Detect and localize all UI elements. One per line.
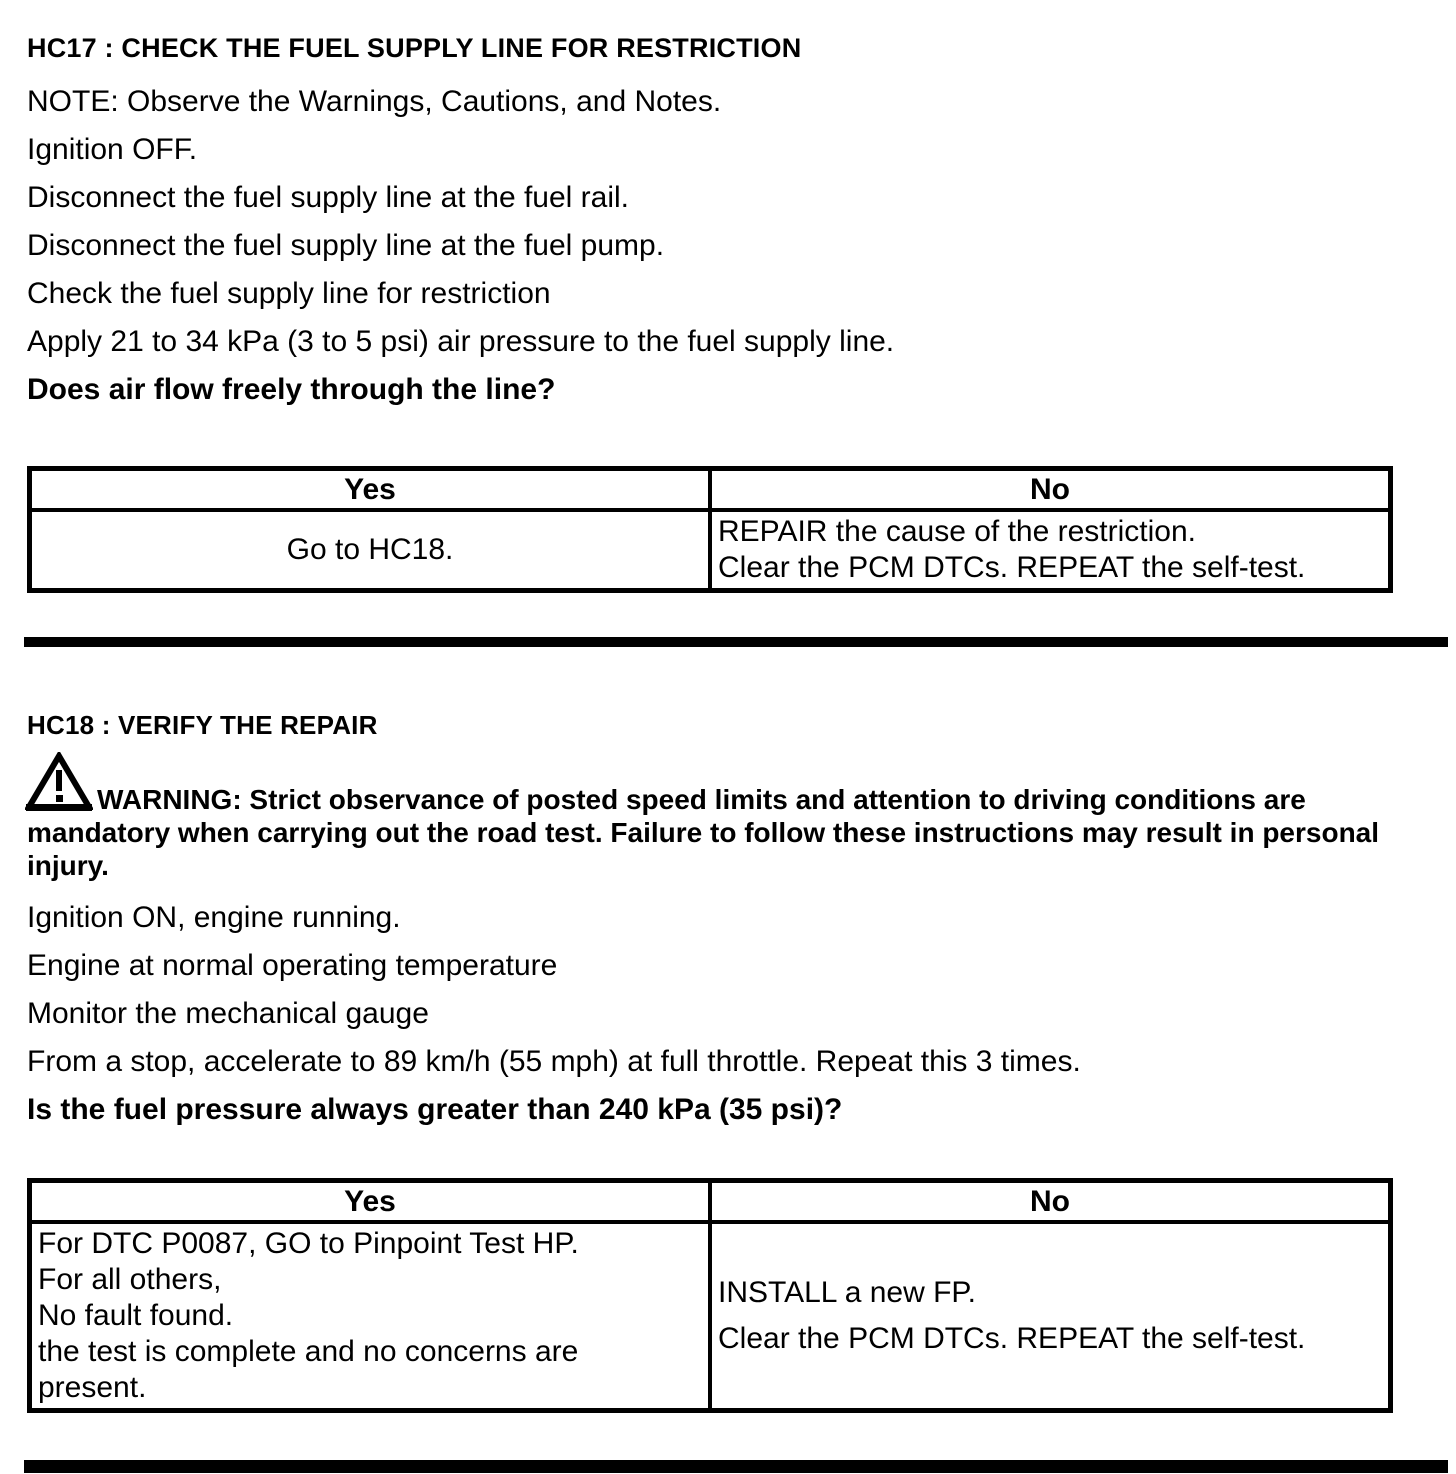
warning-text: Strict observance of posted speed limits and attention to driving conditions are mandatory when carrying out the road test. Failure to follow these instructions may result in personal injury. <box>27 784 1380 881</box>
hc18-step-line: Monitor the mechanical gauge <box>27 997 429 1030</box>
section-divider-rule <box>24 637 1448 647</box>
table-row <box>30 1222 1391 1411</box>
table-header-row <box>30 469 1391 511</box>
page-bottom-rule <box>24 1460 1448 1473</box>
hc18-yes-action-line: For all others, <box>38 1263 222 1296</box>
hc17-no-action-line: Clear the PCM DTCs. REPEAT the self-test. <box>718 551 1306 584</box>
hc18-yes-action-line: present. <box>38 1371 147 1404</box>
warning-triangle-icon <box>25 752 93 814</box>
yes-column-header: Yes <box>30 1181 711 1223</box>
hc18-step-line: Ignition ON, engine running. <box>27 901 401 934</box>
hc17-step-line: Check the fuel supply line for restriction <box>27 277 551 310</box>
hc17-yes-cell <box>30 510 711 591</box>
hc18-yes-cell <box>30 1222 711 1411</box>
hc17-decision-table <box>27 466 1393 593</box>
hc17-no-cell <box>710 510 1391 591</box>
document-content-hc18 <box>0 711 1456 1413</box>
hc18-yes-action-line: For DTC P0087, GO to Pinpoint Test HP. <box>38 1227 579 1260</box>
no-column-header: No <box>710 469 1391 511</box>
warning-label: WARNING: <box>97 784 242 815</box>
document-content <box>0 34 1456 593</box>
hc18-yes-action-line: No fault found. <box>38 1299 234 1332</box>
hc17-step-line: Apply 21 to 34 kPa (3 to 5 psi) air pressure to the fuel supply line. <box>27 325 895 358</box>
hc18-question: Is the fuel pressure always greater than 240 kPa (35 psi)? <box>27 1093 843 1126</box>
yes-column-header: Yes <box>30 469 711 511</box>
hc18-section-title: HC18 : VERIFY THE REPAIR <box>27 710 378 740</box>
no-column-header: No <box>710 1181 1391 1223</box>
hc18-no-cell <box>710 1222 1391 1411</box>
hc17-section-title: HC17 : CHECK THE FUEL SUPPLY LINE FOR RESTRICTION <box>27 33 802 63</box>
table-row <box>30 510 1391 591</box>
hc18-no-action-line: INSTALL a new FP. <box>718 1276 976 1309</box>
hc18-step-line: Engine at normal operating temperature <box>27 949 558 982</box>
hc18-no-action-line: Clear the PCM DTCs. REPEAT the self-test. <box>718 1322 1306 1355</box>
hc17-step-line: Disconnect the fuel supply line at the fuel rail. <box>27 181 630 214</box>
hc17-no-action-line: REPAIR the cause of the restriction. <box>718 515 1196 548</box>
hc17-question: Does air flow freely through the line? <box>27 373 556 406</box>
table-header-row <box>30 1181 1391 1223</box>
hc17-steps <box>27 78 1436 414</box>
hc17-step-line: Disconnect the fuel supply line at the fuel pump. <box>27 229 665 262</box>
hc18-yes-action-line: the test is complete and no concerns are <box>38 1335 579 1368</box>
warning-paragraph <box>27 783 1397 882</box>
hc17-yes-action: Go to HC18. <box>286 533 454 566</box>
hc17-step-line: Ignition OFF. <box>27 133 198 166</box>
hc17-note-line: NOTE: Observe the Warnings, Cautions, and Notes. <box>27 85 722 118</box>
hc18-decision-table <box>27 1178 1393 1413</box>
hc18-step-line: From a stop, accelerate to 89 km/h (55 mph) at full throttle. Repeat this 3 times. <box>27 1045 1081 1078</box>
hc18-steps <box>27 894 1436 1134</box>
